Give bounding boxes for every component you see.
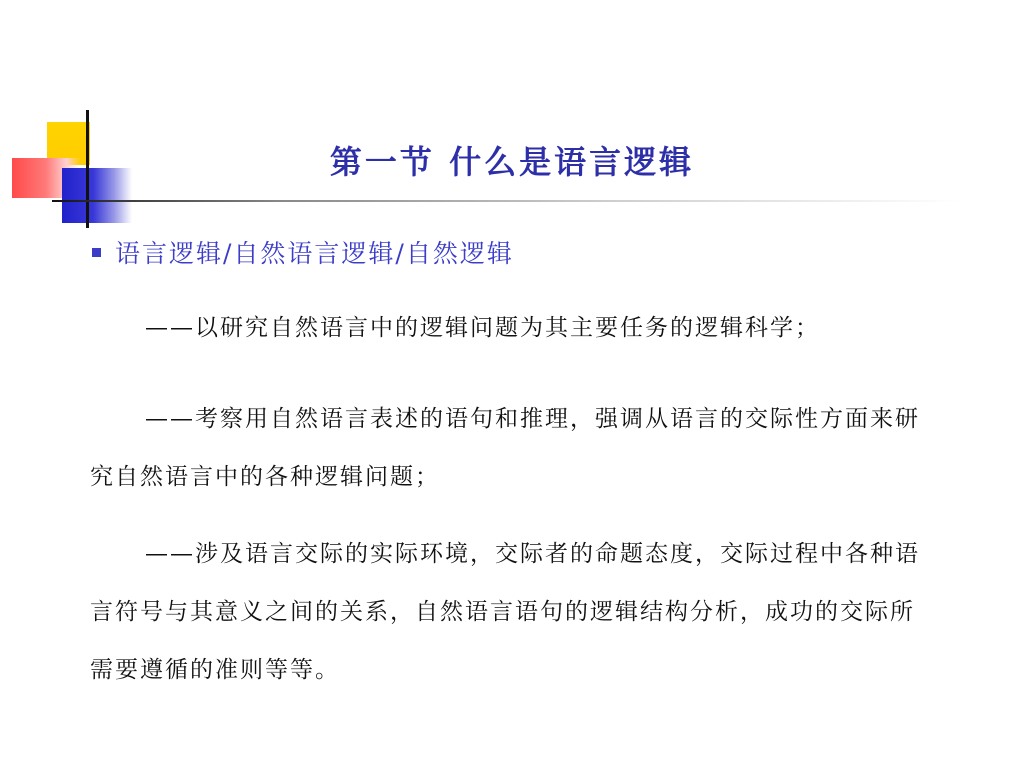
- corner-decoration: [0, 0, 200, 240]
- paragraph-1: [90, 308, 920, 348]
- paragraph-text: ——以研究自然语言中的逻辑问题为其主要任务的逻辑科学；: [145, 315, 820, 341]
- title-underline-rule: [52, 200, 962, 202]
- paragraph-text: ——考察用自然语言表述的语句和推理，强调从语言的交际性方面来研究自然语言中的各种逻辑问题；: [90, 406, 920, 490]
- paragraph-text: ——涉及语言交际的实际环境，交际者的命题态度，交际过程中各种语言符号与其意义之间的关系，自然语言语句的逻辑结构分析，成功的交际所需要遵循的准则等等。: [90, 541, 920, 683]
- bullet-text: 语言逻辑/自然语言逻辑/自然逻辑: [115, 239, 514, 268]
- square-bullet-icon: [92, 248, 101, 257]
- bullet-item: [92, 232, 514, 272]
- vertical-rule: [86, 110, 89, 228]
- slide-title: 第一节 什么是语言逻辑: [329, 143, 695, 181]
- paragraph-3: [90, 525, 920, 699]
- paragraph-2: [90, 390, 920, 506]
- blue-square-decoration: [62, 168, 132, 223]
